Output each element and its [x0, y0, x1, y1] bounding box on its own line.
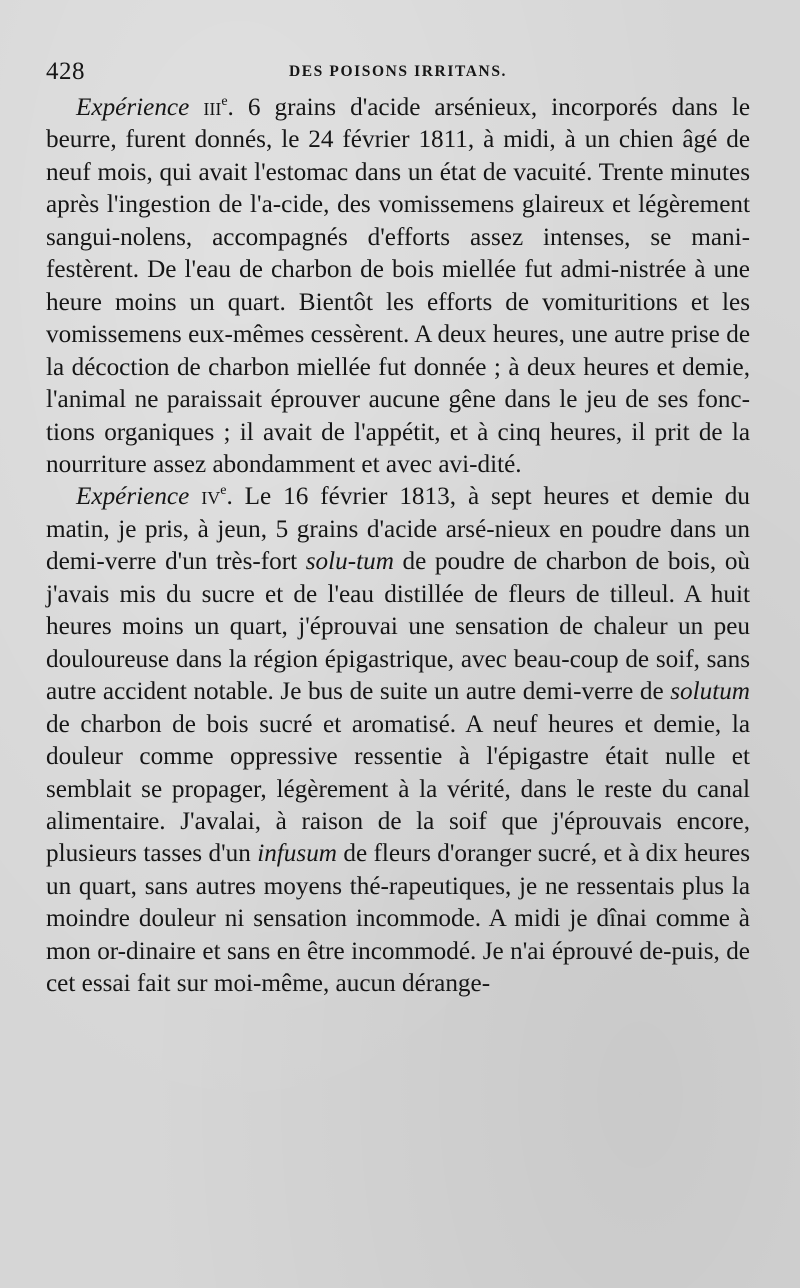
running-title: DES POISONS IRRITANS. — [288, 63, 508, 80]
experiment-4-text-1: . Le 16 février 1813, à sept heures et demie du matin, je pris, à jeun, 5 grains d'acide arsé-nieux en poudre dans un demi-verre d'un très-fort — [46, 483, 750, 576]
experiment-3-numeral-sup: e — [221, 94, 228, 109]
experiment-4-label: Expérience — [76, 483, 190, 511]
experiment-4-italic-solutum-1: solu-tum — [305, 548, 394, 576]
paragraph-experiment-3 — [46, 92, 750, 481]
experiment-4-italic-infusum: infusum — [257, 840, 337, 868]
experiment-4-text-2: de poudre de charbon de bois, où j'avais mis du sucre et de l'eau distillée de fleurs de tilleul. A huit heures moins un quart, j'éprouvai une sensation de chaleur un peu douloureuse dans la région épigastrique, avec beau-coup de soif, sans autre accident notable. Je bus de suite un autre demi-verre de — [46, 548, 751, 706]
experiment-3-numeral: iii — [203, 94, 222, 121]
experiment-4-italic-solutum-2: solutum — [670, 678, 750, 706]
experiment-4-text-3: de charbon de bois sucré et aromatisé. A neuf heures et demie, la douleur comme oppressive ressentie à l'épigastre était nulle et semblait se propager, légèrement à la vérité, dans le reste du canal alimentaire. J'avalai, à raison de la soif que j'éprouvais encore, plusieurs tasses d'un — [46, 710, 750, 868]
experiment-4-numeral-sup: e — [220, 483, 227, 499]
body-text — [46, 92, 750, 1001]
experiment-3-text: . 6 grains d'acide arsénieux, incorporés dans le beurre, furent donnés, le 24 février 1811, à midi, à un chien âgé de neuf mois, qui avait l'estomac dans un état de vacuité. Trente minutes après l'ingestion de l'a-cide, des vomissemens glaireux et légèrement sangui-nolens, accompagnés d'efforts assez intenses, se mani-festèrent. De l'eau de charbon de bois miellée fut admi-nistrée à une heure moins un quart. Bientôt les efforts de vomituritions et les vomissemens eux-mêmes cessèrent. A deux heures, une autre prise de la décoction de charbon miellée fut donnée ; à deux heures et demie, l'animal ne paraissait éprouver aucune gêne dans le jeu de ses fonc-tions organiques ; il avait de l'appétit, et à cinq heures, il prit de la nourriture assez abondamment et avec avi-dité. — [46, 94, 750, 478]
page-number: 428 — [46, 58, 85, 85]
experiment-4-text-4: de fleurs d'oranger sucré, et à dix heures un quart, sans autres moyens thé-rapeutiques, je ne ressentais plus la moindre douleur ni sensation incommode. A midi je dînai comme à mon or-dinaire et sans en être incommodé. Je n'ai éprouvé de-puis, de cet essai fait sur moi-même, aucun dérange- — [46, 840, 750, 998]
experiment-4-numeral: iv — [201, 483, 221, 511]
paragraph-experiment-4 — [46, 481, 750, 1000]
experiment-3-label: Expérience — [76, 94, 190, 121]
page-header — [46, 58, 750, 88]
